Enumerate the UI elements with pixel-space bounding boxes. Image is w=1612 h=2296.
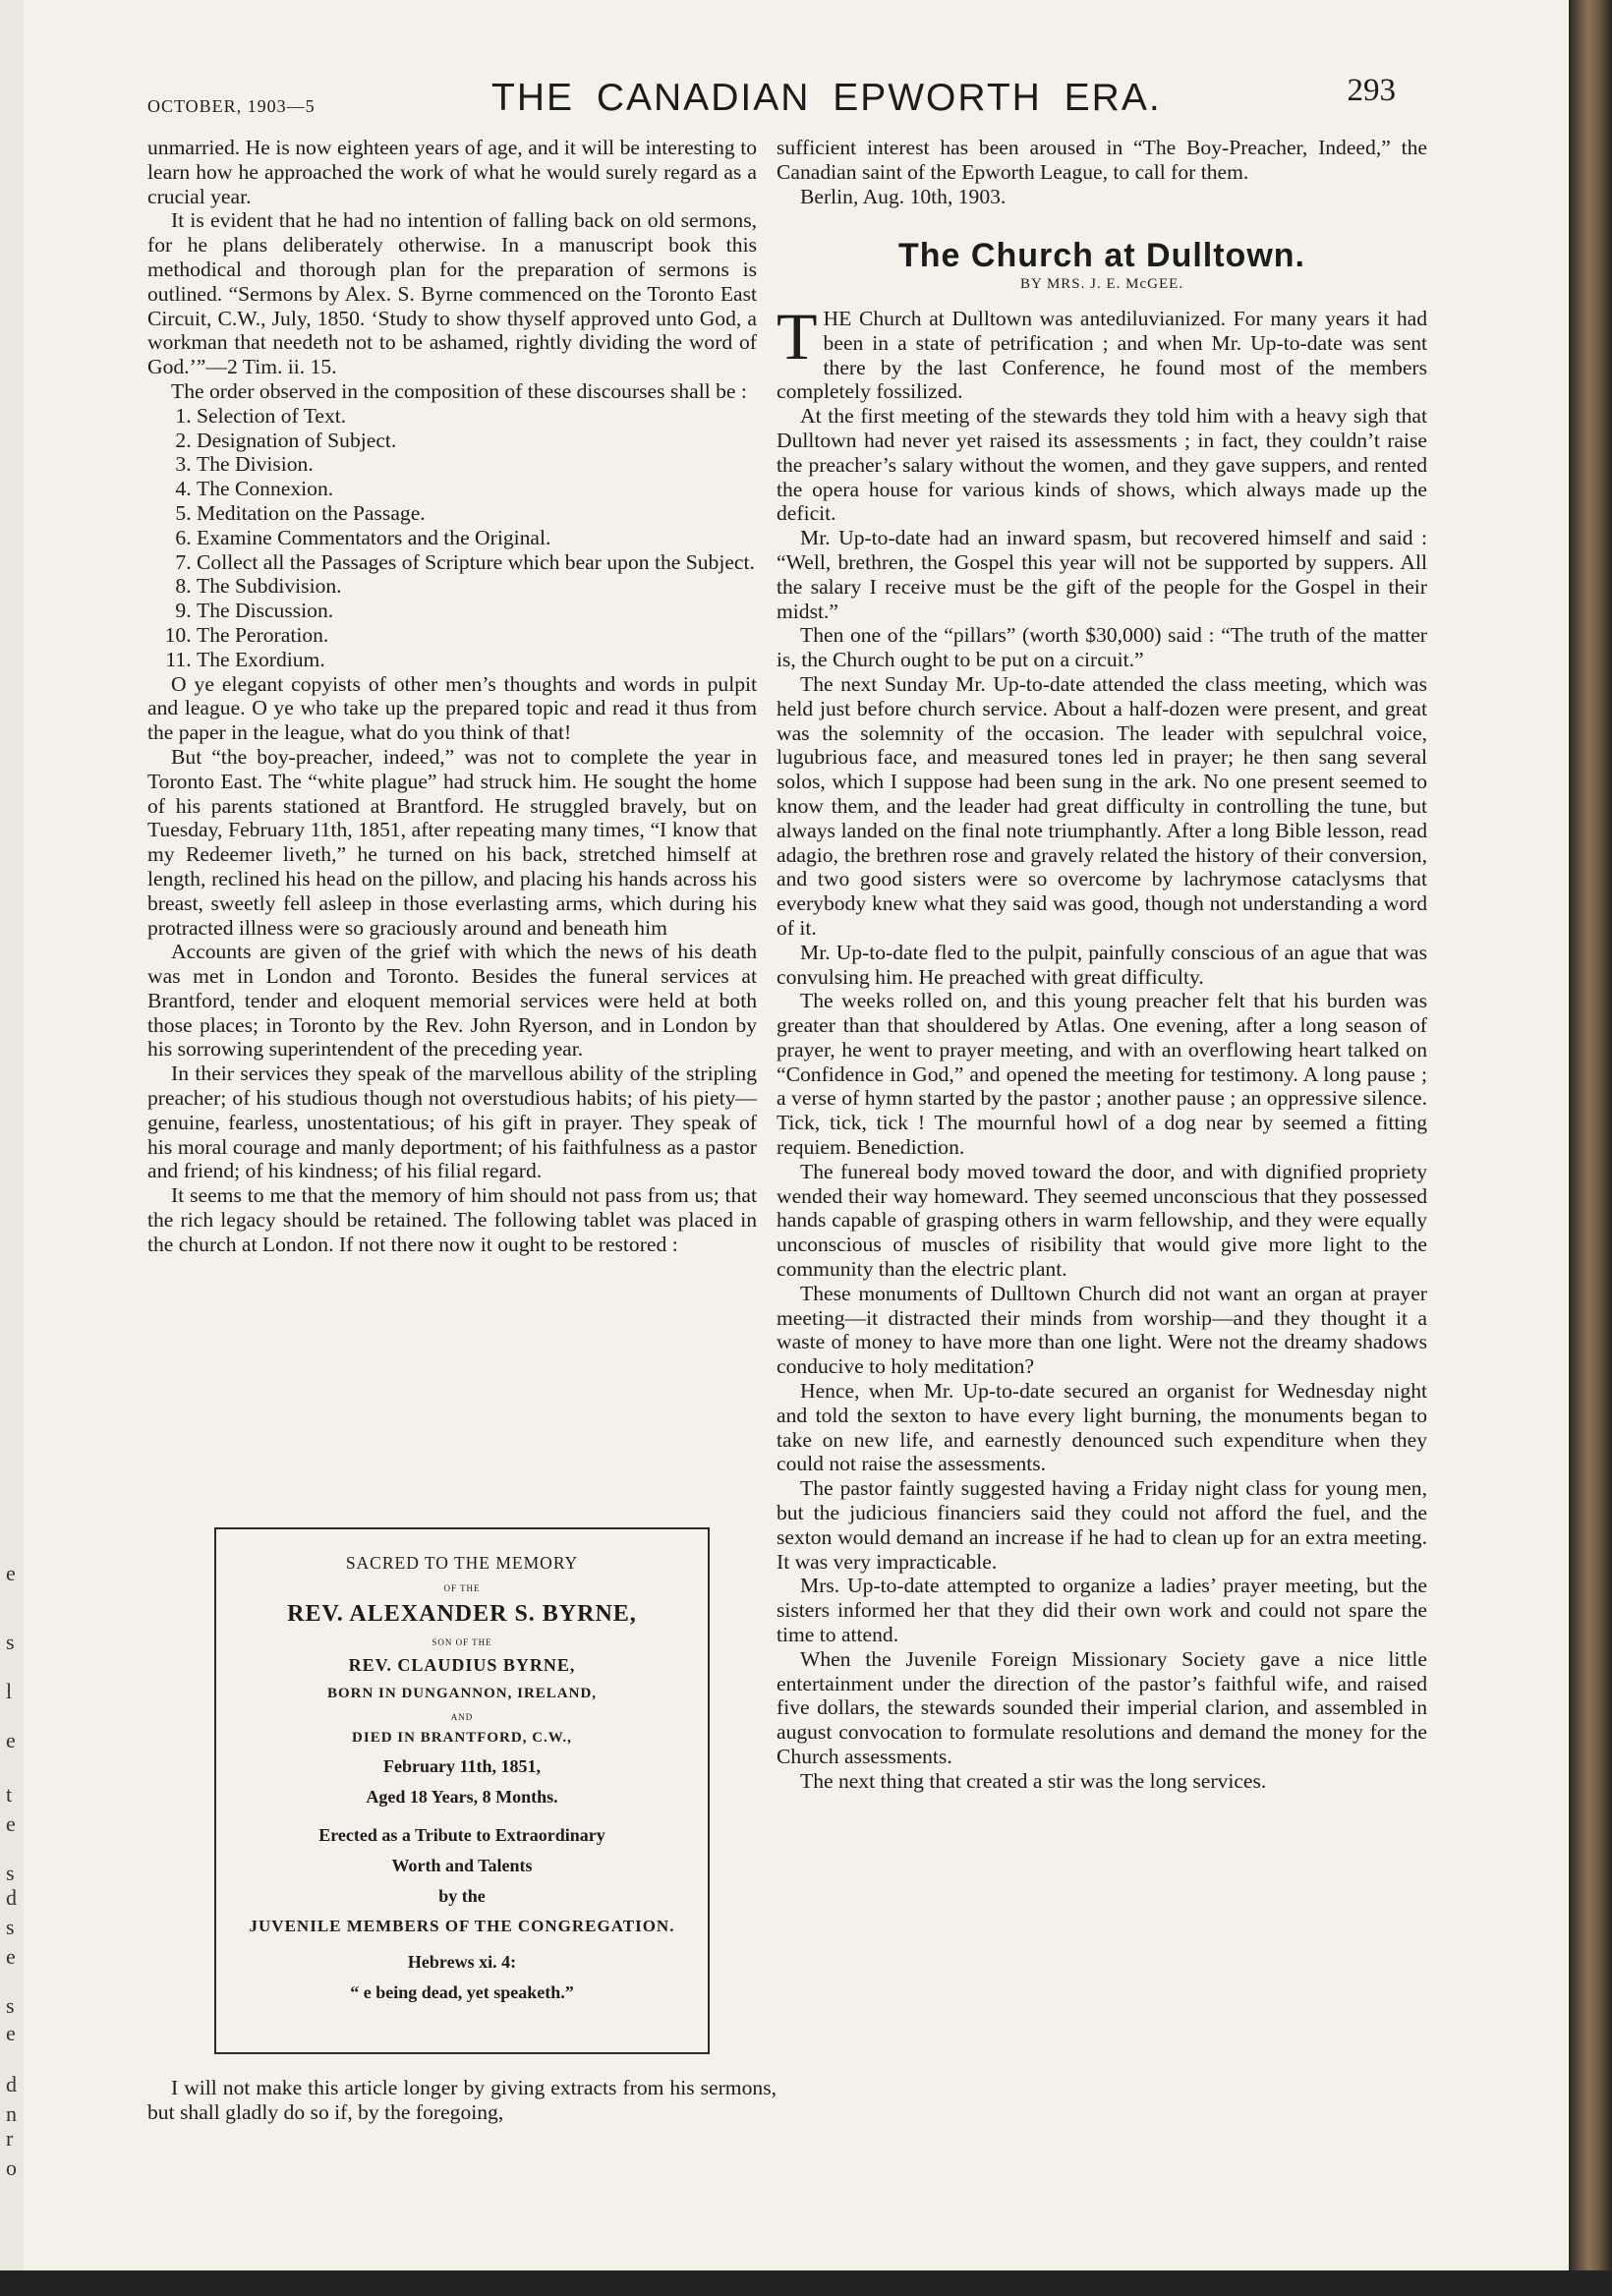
- margin-fragment: e: [6, 1728, 16, 1752]
- publication-title: THE CANADIAN EPWORTH ERA.: [491, 77, 1162, 119]
- margin-fragment: s: [6, 1630, 15, 1654]
- paragraph: The weeks rolled on, and this young preacher felt that his burden was greater than that shouldered by Atlas. One evening, after a long season of prayer, he went to prayer meeting, and with an overflowing heart talked on “Confidence in God,” and opened the meeting for testimony. A long pause ; a verse of hymn started by the pastor ; another pause ; an oppressive silence. Tick, tick, tick ! The mournful howl of a dog near by seemed a fitting requiem. Benediction.: [777, 989, 1427, 1160]
- margin-fragment: s: [6, 1993, 15, 2018]
- list-item: 11. The Exordium.: [197, 648, 757, 672]
- list-item: 8. The Subdivision.: [197, 574, 757, 599]
- margin-fragment: e: [6, 2021, 16, 2045]
- tablet-line: BORN IN DUNGANNON, IRELAND,: [326, 1686, 598, 1701]
- margin-fragment: r: [6, 2126, 14, 2151]
- paragraph: It seems to me that the memory of him should not pass from us; that the rich legacy should be retained. The following tablet was placed in the church at London. If not there now it ought to be restored :: [147, 1183, 757, 1256]
- paragraph: unmarried. He is now eighteen years of age, and it will be interesting to learn how he approached the work of what he would surely regard as a crucial year.: [147, 136, 757, 208]
- left-column-closing: [147, 2076, 777, 2125]
- paragraph: [777, 298, 1427, 404]
- paragraph-text: HE Church at Dulltown was antediluvianized. For many years it had been in a state of petrification ; and when Mr. Up-to-date was sent there by the last Conference, he found most of the members completely fossilized.: [777, 306, 1427, 404]
- tablet-line: JUVENILE MEMBERS OF THE CONGREGATION.: [249, 1917, 675, 1935]
- paragraph: The next thing that created a stir was the long services.: [800, 1768, 1267, 1793]
- list-item: 3. The Division.: [197, 452, 757, 477]
- margin-fragment: d: [6, 2072, 17, 2096]
- list-item: 9. The Discussion.: [197, 599, 757, 623]
- list-item: 5. Meditation on the Passage.: [197, 501, 757, 526]
- left-column: [147, 136, 757, 1257]
- paragraph: The order observed in the composition of these discourses shall be :: [171, 378, 747, 403]
- tablet-name: REV. ALEXANDER S. BYRNE,: [287, 1601, 637, 1627]
- book-binding-edge: [1569, 0, 1612, 2296]
- margin-fragment: e: [6, 1811, 16, 1836]
- paragraph: sufficient interest has been aroused in “The Boy-Preacher, Indeed,” the Canadian saint of the Epworth League, to call for them.: [777, 136, 1427, 184]
- newspaper-page: [24, 0, 1569, 2270]
- paragraph: In their services they speak of the marvellous ability of the stripling preacher; of his studious though not overstudious habits; of his piety—genuine, fearless, unostentatious; of his gift in prayer. They speak of his moral courage and manly deportment; of his faithfulness as a pastor and friend; of his kindness; of his filial regard.: [147, 1062, 757, 1183]
- tablet-line: Erected as a Tribute to Extraordinary: [318, 1825, 605, 1845]
- signoff: Berlin, Aug. 10th, 1903.: [800, 184, 1007, 208]
- tablet-line: “ e being dead, yet speaketh.”: [350, 1982, 574, 2002]
- list-item: 4. The Connexion.: [197, 477, 757, 501]
- right-column: [777, 136, 1427, 1794]
- paragraph: O ye elegant copyists of other men’s thoughts and words in pulpit and league. O ye who take up the prepared topic and read it thus from the paper in the league, what do you think of that!: [147, 671, 757, 745]
- list-item: 7. Collect all the Passages of Scripture which bear upon the Subject.: [197, 550, 757, 575]
- tablet-line: SACRED TO THE MEMORY: [345, 1553, 579, 1573]
- paragraph: Mrs. Up-to-date attempted to organize a ladies’ prayer meeting, but the sisters informed her that they did their own work and could not spare the time to attend.: [777, 1574, 1427, 1647]
- byline: BY MRS. J. E. McGEE.: [1019, 276, 1184, 293]
- tablet-line: by the: [438, 1886, 486, 1906]
- scan-shadow: [0, 2270, 1612, 2296]
- paragraph: The funereal body moved toward the door, and with dignified propriety wended their way homeward. They seemed unconscious that they possessed hands capable of grasping others in warm fellowship, and they were equally unconscious of muscles of risibility that would give more light to the community than the electric plant.: [777, 1159, 1427, 1282]
- tablet-line: AND: [450, 1712, 474, 1722]
- paragraph: Then one of the “pillars” (worth $30,000) said : “The truth of the matter is, the Church ought to be put on a circuit.”: [777, 623, 1427, 672]
- drop-cap: T: [777, 298, 818, 373]
- memorial-tablet: [214, 1527, 710, 2054]
- margin-fragment: e: [6, 1561, 16, 1585]
- paragraph: These monuments of Dulltown Church did not want an organ at prayer meeting—it distracted their minds from worship—and they thought it a waste of money to have more than one light. Were not the dreamy shadows conducive to holy meditation?: [777, 1281, 1427, 1379]
- list-item: 1. Selection of Text.: [197, 404, 757, 429]
- paragraph: At the first meeting of the stewards they told him with a heavy sigh that Dulltown had never yet raised its assessments ; in fact, they couldn’t raise the preacher’s salary without the women, and they gave suppers, and rented the opera house for various kinds of shows, which always made up the deficit.: [777, 404, 1427, 526]
- list-item: 10. The Peroration.: [197, 623, 757, 648]
- paragraph: Mr. Up-to-date fled to the pulpit, painfully conscious of an ague that was convulsing him. He preached with great difficulty.: [777, 940, 1427, 989]
- margin-fragment: t: [6, 1782, 13, 1807]
- paragraph: Accounts are given of the grief with which the news of his death was met in London and Toronto. Besides the funeral services at Brantford, tender and eloquent memorial services were held at both those places; in Toronto by the Rev. John Ryerson, and in London by his sorrowing superintendent of the preceding year.: [147, 940, 757, 1062]
- sermon-order-list: [147, 404, 757, 672]
- tablet-line: OF THE: [443, 1583, 481, 1593]
- page-header: [147, 67, 1396, 126]
- tablet-line: Hebrews xi. 4:: [407, 1952, 517, 1972]
- paragraph: Mr. Up-to-date had an inward spasm, but recovered himself and said : “Well, brethren, the Gospel this year will not be supported by suppers. All the salary I receive must be the gift of the people for the Gospel in their midst.”: [777, 526, 1427, 623]
- page-number: 293: [1347, 73, 1396, 108]
- adjacent-page-edge: [0, 0, 24, 2296]
- margin-fragment: n: [6, 2101, 17, 2126]
- margin-fragment: e: [6, 1944, 16, 1969]
- paragraph: The next Sunday Mr. Up-to-date attended the class meeting, which was held just before church service. About a half-dozen were present, and great was the solemnity of the occasion. The leader with sepulchral voice, lugubrious face, and measured tones led in prayer; he then sang several solos, which I suppose had been sung in the ark. No one present seemed to know them, and the leader had great difficulty in controlling the tune, but always landed on the final note triumphantly. After a long Bible lesson, read adagio, the brethren rose and gravely related the history of their conversion, and two good sisters were so overcome by lachrymose cataclysms that everybody knew what they said was good, though not understanding a word of it.: [777, 671, 1427, 940]
- tablet-line: REV. CLAUDIUS BYRNE,: [348, 1655, 576, 1675]
- tablet-line: SON OF THE: [432, 1637, 492, 1647]
- paragraph: I will not make this article longer by giving extracts from his sermons, but shall gladly do so if, by the foregoing,: [147, 2076, 777, 2124]
- margin-fragment: o: [6, 2155, 17, 2180]
- margin-fragment: l: [6, 1679, 13, 1703]
- tablet-line: February 11th, 1851,: [383, 1756, 541, 1776]
- article-title: The Church at Dulltown.: [898, 237, 1305, 275]
- tablet-line: Aged 18 Years, 8 Months.: [366, 1787, 558, 1807]
- paragraph: Hence, when Mr. Up-to-date secured an organist for Wednesday night and told the sexton to have every light burning, the monuments began to take on new life, and earnestly denounced such expenditure when they could not raise the assessments.: [777, 1379, 1427, 1476]
- issue-date: OCTOBER, 1903—5: [147, 96, 316, 116]
- paragraph: The pastor faintly suggested having a Friday night class for young men, but the judicious financiers said they could not afford the fuel, and the sexton would demand an increase if he had to clean up for an extra meeting. It was very impracticable.: [777, 1476, 1427, 1574]
- margin-fragment: s: [6, 1915, 15, 1939]
- list-item: 6. Examine Commentators and the Original.: [197, 526, 757, 550]
- paragraph: When the Juvenile Foreign Missionary Society gave a nice little entertainment under the direction of the pastor’s faithful wife, and raised five dollars, the stewards sounded their imperial clarion, and assembled in august convocation to formulate resolutions and demand the money for the Church assessments.: [777, 1646, 1427, 1768]
- paragraph: But “the boy-preacher, indeed,” was not to complete the year in Toronto East. The “white plague” had struck him. He sought the home of his parents stationed at Brantford. He struggled bravely, but on Tuesday, February 11th, 1851, after repeating many times, “I know that my Redeemer liveth,” he turned on his back, stretched himself at length, reclined his head on the pillow, and placing his hands across his breast, sweetly fell asleep in those everlasting arms, which during his protracted illness were so graciously around and beneath him: [147, 744, 757, 940]
- margin-fragment: d: [6, 1885, 17, 1910]
- list-item: 2. Designation of Subject.: [197, 429, 757, 453]
- margin-fragment: s: [6, 1861, 15, 1885]
- tablet-line: Worth and Talents: [391, 1856, 533, 1875]
- paragraph: It is evident that he had no intention of falling back on old sermons, for he plans deliberately otherwise. In a manuscript book this methodical and thorough plan for the preparation of sermons is outlined. “Sermons by Alex. S. Byrne commenced on the Toronto East Circuit, C.W., July, 1850. ‘Study to show thyself approved unto God, a workman that needeth not to be ashamed, rightly dividing the word of God.’”—2 Tim. ii. 15.: [147, 208, 757, 379]
- tablet-line: DIED IN BRANTFORD, C.W.,: [352, 1730, 572, 1746]
